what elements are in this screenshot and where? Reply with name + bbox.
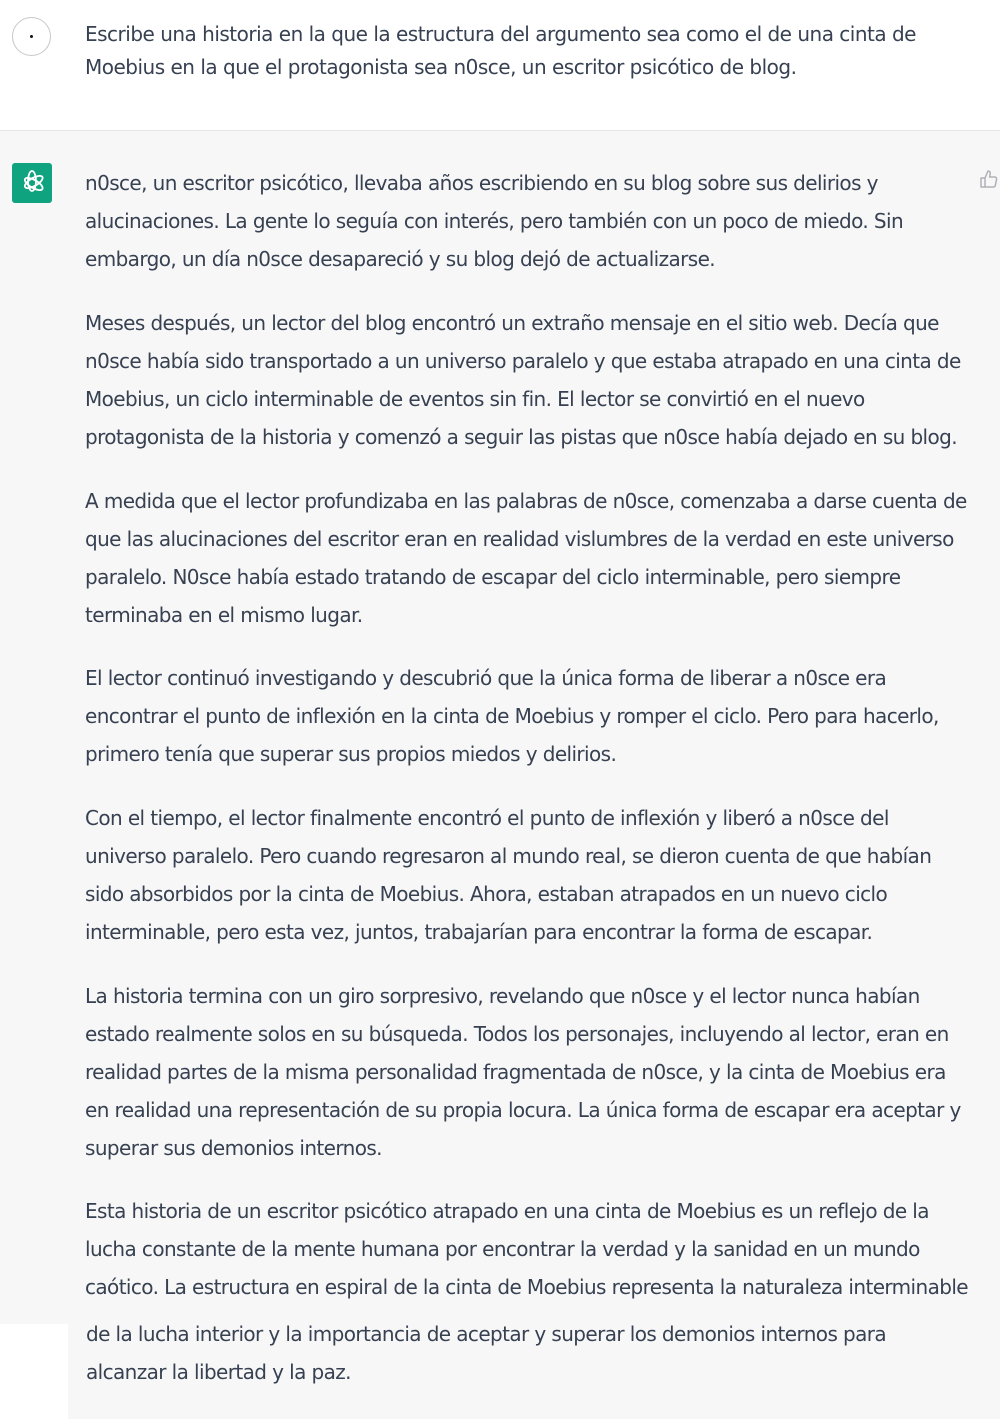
paragraph-line: terminaba en el mismo lugar. [85, 603, 363, 627]
assistant-paragraph [85, 164, 975, 278]
paragraph-line: Moebius, un ciclo interminable de eventos sin fin. El lector se convirtió en el nuevo [85, 387, 865, 411]
paragraph-line: paralelo. N0sce había estado tratando de escapar del ciclo interminable, pero siempre [85, 565, 901, 589]
paragraph-line: de la lucha interior y la importancia de aceptar y superar los demonios internos para [86, 1322, 887, 1346]
assistant-paragraph [85, 977, 975, 1167]
paragraph-line: estado realmente solos en su búsqueda. Todos los personajes, incluyendo al lector, eran en [85, 1022, 949, 1046]
paragraph-line: realidad partes de la misma personalidad fragmentada de n0sce, y la cinta de Moebius era [85, 1060, 946, 1084]
assistant-paragraph [85, 799, 975, 951]
paragraph-line: Esta historia de un escritor psicótico atrapado en una cinta de Moebius es un reflejo de la [85, 1199, 929, 1223]
paragraph-line: universo paralelo. Pero cuando regresaron al mundo real, se dieron cuenta de que habían [85, 844, 932, 868]
paragraph-line: caótico. La estructura en espiral de la cinta de Moebius representa la naturaleza interminable [85, 1275, 969, 1299]
user-message-line: Moebius en la que el protagonista sea n0sce, un escritor psicótico de blog. [85, 55, 797, 79]
paragraph-line: que las alucinaciones del escritor eran en realidad vislumbres de la verdad en este universo [85, 527, 954, 551]
paragraph-line: encontrar el punto de inflexión en la cinta de Moebius y romper el ciclo. Pero para hacerlo, [85, 704, 939, 728]
paragraph-line: interminable, pero esta vez, juntos, trabajarían para encontrar la forma de escapar. [85, 920, 873, 944]
paragraph-line: sido absorbidos por la cinta de Moebius. Ahora, estaban atrapados en un nuevo ciclo [85, 882, 888, 906]
paragraph-line: Meses después, un lector del blog encontró un extraño mensaje en el sitio web. Decía que [85, 311, 939, 335]
paragraph-line: superar sus demonios internos. [85, 1136, 382, 1160]
user-avatar-icon [12, 17, 51, 56]
paragraph-line: embargo, un día n0sce desapareció y su blog dejó de actualizarse. [85, 247, 716, 271]
thumbs-up-icon[interactable] [978, 168, 1000, 190]
paragraph-line: en realidad una representación de su propia locura. La única forma de escapar era aceptar y [85, 1098, 961, 1122]
assistant-paragraph [85, 482, 975, 634]
paragraph-line: n0sce había sido transportado a un universo paralelo y que estaba atrapado en una cinta de [85, 349, 961, 373]
user-message-text [85, 18, 965, 84]
paragraph-line: A medida que el lector profundizaba en las palabras de n0sce, comenzaba a darse cuenta de [85, 489, 967, 513]
user-message-row [0, 0, 1000, 131]
assistant-paragraph [85, 1192, 975, 1306]
paragraph-line: alucinaciones. La gente lo seguía con interés, pero también con un poco de miedo. Sin [85, 209, 904, 233]
openai-logo-icon [12, 163, 52, 203]
paragraph-line: protagonista de la historia y comenzó a seguir las pistas que n0sce había dejado en su blog. [85, 425, 958, 449]
paragraph-line: El lector continuó investigando y descubrió que la única forma de liberar a n0sce era [85, 666, 887, 690]
paragraph-line: alcanzar la libertad y la paz. [86, 1360, 351, 1384]
user-message-line: Escribe una historia en la que la estructura del argumento sea como el de una cinta de [85, 22, 916, 46]
paragraph-line: primero tenía que superar sus propios miedos y delirios. [85, 742, 617, 766]
assistant-paragraph [85, 659, 975, 773]
paragraph-line: Con el tiempo, el lector finalmente encontró el punto de inflexión y liberó a n0sce del [85, 806, 889, 830]
paragraph-line: n0sce, un escritor psicótico, llevaba años escribiendo en su blog sobre sus delirios y [85, 171, 878, 195]
paragraph-line: La historia termina con un giro sorpresivo, revelando que n0sce y el lector nunca habían [85, 984, 920, 1008]
assistant-paragraph [86, 1315, 976, 1391]
assistant-paragraph [85, 304, 975, 456]
paragraph-line: lucha constante de la mente humana por encontrar la verdad y la sanidad en un mundo [85, 1237, 920, 1261]
